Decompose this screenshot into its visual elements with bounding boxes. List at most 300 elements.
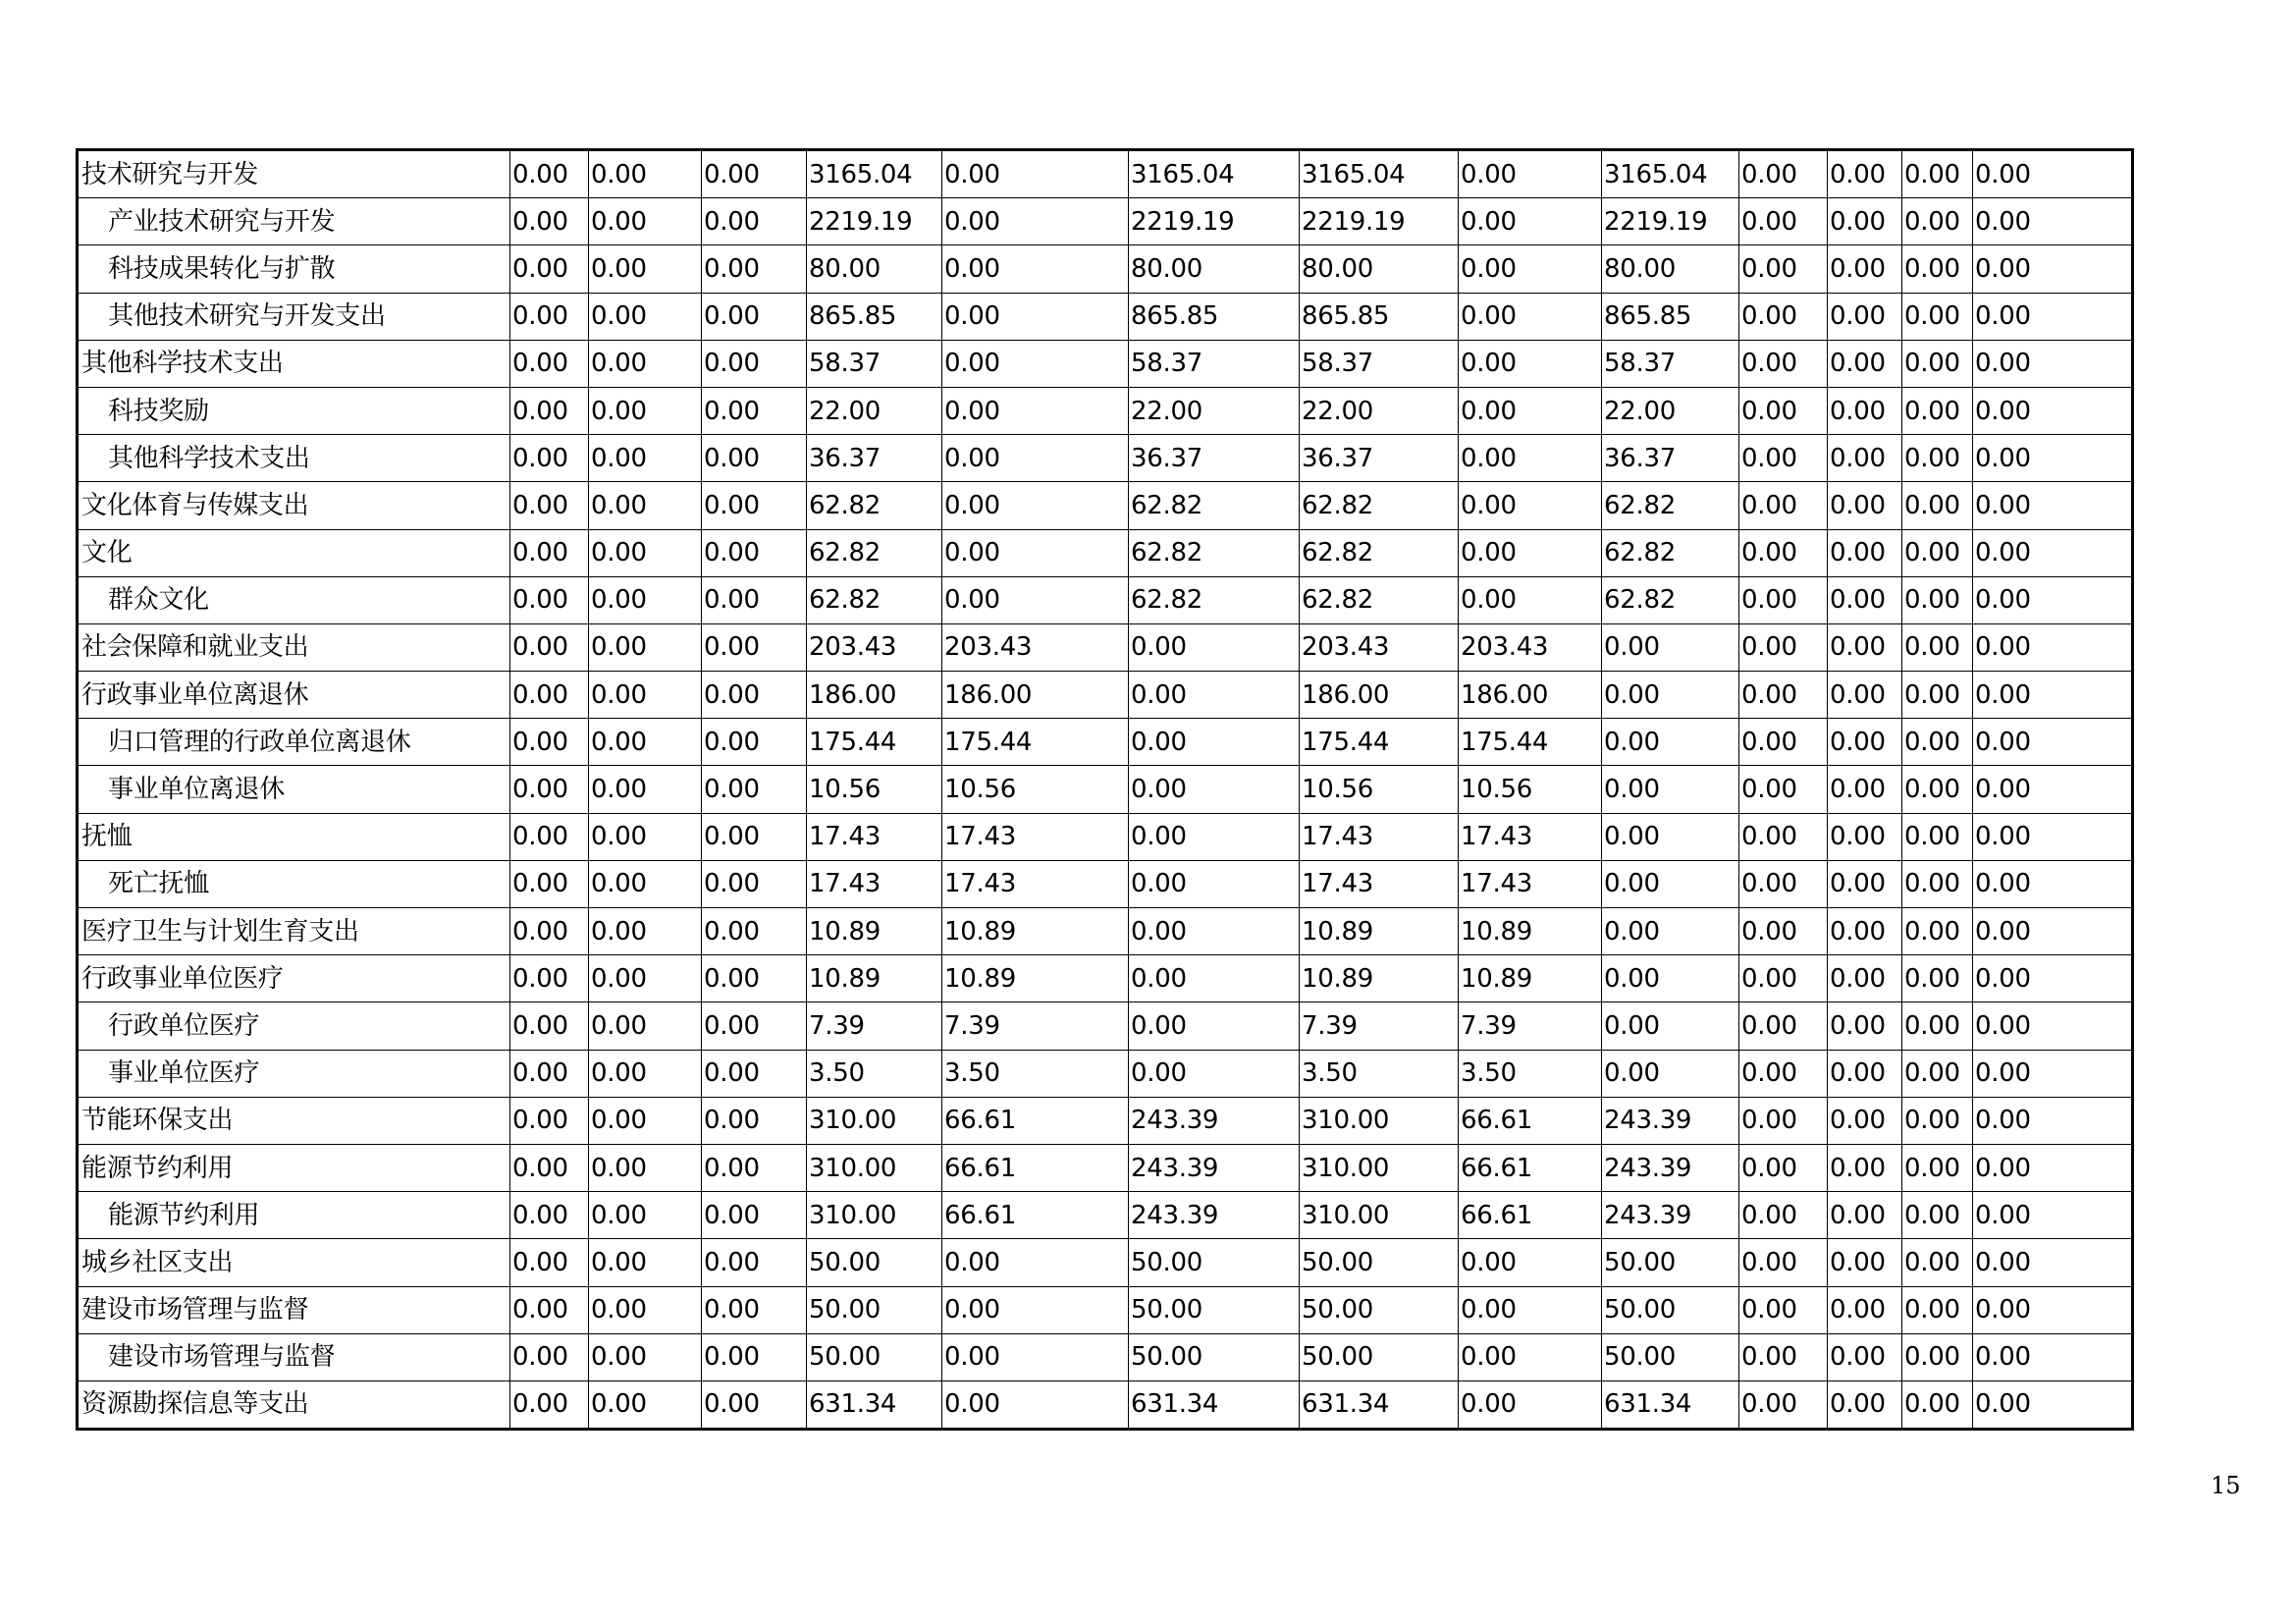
- value-cell: 243.39: [1129, 1097, 1300, 1144]
- value-cell: 0.00: [1739, 576, 1828, 623]
- value-cell: 22.00: [1300, 387, 1459, 434]
- value-cell: 0.00: [702, 435, 807, 482]
- value-cell: 865.85: [807, 293, 942, 340]
- value-cell: 50.00: [1300, 1333, 1459, 1380]
- value-cell: 0.00: [942, 482, 1129, 529]
- value-cell: 0.00: [942, 1286, 1129, 1333]
- value-cell: 0.00: [589, 672, 702, 719]
- row-item-name: 建设市场管理与监督: [78, 1286, 510, 1333]
- value-cell: 17.43: [1459, 860, 1602, 907]
- value-cell: 0.00: [1602, 766, 1739, 813]
- value-cell: 22.00: [1602, 387, 1739, 434]
- value-cell: 0.00: [1902, 245, 1973, 293]
- value-cell: 17.43: [942, 860, 1129, 907]
- value-cell: 0.00: [1828, 813, 1902, 860]
- value-cell: 0.00: [1828, 908, 1902, 955]
- row-item-name: 群众文化: [78, 576, 510, 623]
- value-cell: 0.00: [1828, 1002, 1902, 1050]
- value-cell: 0.00: [702, 1192, 807, 1239]
- table-row: [78, 813, 2133, 860]
- value-cell: 0.00: [1739, 1097, 1828, 1144]
- value-cell: 0.00: [942, 1333, 1129, 1380]
- row-item-name: 其他技术研究与开发支出: [78, 293, 510, 340]
- value-cell: 0.00: [1828, 576, 1902, 623]
- value-cell: 22.00: [1129, 387, 1300, 434]
- table-row: [78, 955, 2133, 1002]
- value-cell: 0.00: [1828, 719, 1902, 766]
- value-cell: 0.00: [510, 813, 589, 860]
- value-cell: 62.82: [1300, 576, 1459, 623]
- value-cell: 50.00: [1602, 1333, 1739, 1380]
- value-cell: 3.50: [1300, 1050, 1459, 1097]
- value-cell: 2219.19: [1129, 198, 1300, 245]
- value-cell: 631.34: [1129, 1380, 1300, 1429]
- table-row: [78, 1144, 2133, 1191]
- value-cell: 0.00: [702, 150, 807, 198]
- value-cell: 50.00: [1300, 1239, 1459, 1286]
- value-cell: 0.00: [1739, 1380, 1828, 1429]
- value-cell: 0.00: [1828, 198, 1902, 245]
- value-cell: 0.00: [1828, 340, 1902, 387]
- row-item-name: 社会保障和就业支出: [78, 623, 510, 671]
- value-cell: 0.00: [1902, 1286, 1973, 1333]
- value-cell: 0.00: [1973, 340, 2133, 387]
- value-cell: 0.00: [1602, 955, 1739, 1002]
- value-cell: 80.00: [807, 245, 942, 293]
- value-cell: 0.00: [1902, 1002, 1973, 1050]
- value-cell: 10.56: [942, 766, 1129, 813]
- value-cell: 80.00: [1300, 245, 1459, 293]
- value-cell: 17.43: [1459, 813, 1602, 860]
- table-row: [78, 1286, 2133, 1333]
- row-item-name: 产业技术研究与开发: [78, 198, 510, 245]
- value-cell: 0.00: [1129, 766, 1300, 813]
- value-cell: 243.39: [1129, 1192, 1300, 1239]
- value-cell: 62.82: [1300, 482, 1459, 529]
- value-cell: 50.00: [1129, 1286, 1300, 1333]
- value-cell: 0.00: [1739, 245, 1828, 293]
- value-cell: 0.00: [1902, 576, 1973, 623]
- value-cell: 243.39: [1602, 1192, 1739, 1239]
- table-row: [78, 1097, 2133, 1144]
- value-cell: 0.00: [1739, 435, 1828, 482]
- value-cell: 0.00: [1828, 623, 1902, 671]
- value-cell: 631.34: [1300, 1380, 1459, 1429]
- value-cell: 0.00: [702, 1239, 807, 1286]
- value-cell: 0.00: [1973, 1333, 2133, 1380]
- value-cell: 631.34: [1602, 1380, 1739, 1429]
- value-cell: 175.44: [1459, 719, 1602, 766]
- value-cell: 0.00: [1902, 529, 1973, 576]
- value-cell: 36.37: [1602, 435, 1739, 482]
- value-cell: 0.00: [1828, 293, 1902, 340]
- value-cell: 17.43: [807, 813, 942, 860]
- value-cell: 66.61: [942, 1097, 1129, 1144]
- value-cell: 0.00: [510, 576, 589, 623]
- value-cell: 0.00: [1902, 387, 1973, 434]
- row-item-name: 文化体育与传媒支出: [78, 482, 510, 529]
- value-cell: 0.00: [1129, 955, 1300, 1002]
- value-cell: 0.00: [589, 719, 702, 766]
- value-cell: 243.39: [1602, 1097, 1739, 1144]
- row-item-name: 能源节约利用: [78, 1192, 510, 1239]
- value-cell: 0.00: [589, 1097, 702, 1144]
- value-cell: 0.00: [702, 672, 807, 719]
- value-cell: 0.00: [589, 813, 702, 860]
- value-cell: 17.43: [1300, 860, 1459, 907]
- row-item-name: 科技奖励: [78, 387, 510, 434]
- value-cell: 62.82: [1602, 529, 1739, 576]
- value-cell: 0.00: [1902, 198, 1973, 245]
- row-item-name: 节能环保支出: [78, 1097, 510, 1144]
- value-cell: 0.00: [942, 340, 1129, 387]
- value-cell: 0.00: [702, 719, 807, 766]
- value-cell: 0.00: [510, 245, 589, 293]
- value-cell: 0.00: [589, 529, 702, 576]
- value-cell: 0.00: [1902, 955, 1973, 1002]
- value-cell: 310.00: [807, 1192, 942, 1239]
- value-cell: 310.00: [1300, 1097, 1459, 1144]
- value-cell: 3165.04: [1300, 150, 1459, 198]
- value-cell: 0.00: [1902, 1380, 1973, 1429]
- value-cell: 0.00: [1902, 1239, 1973, 1286]
- row-item-name: 文化: [78, 529, 510, 576]
- table-row: [78, 623, 2133, 671]
- value-cell: 62.82: [1129, 529, 1300, 576]
- value-cell: 0.00: [1973, 623, 2133, 671]
- value-cell: 0.00: [1459, 576, 1602, 623]
- value-cell: 0.00: [1828, 1286, 1902, 1333]
- value-cell: 0.00: [1459, 529, 1602, 576]
- value-cell: 10.89: [1300, 955, 1459, 1002]
- value-cell: 0.00: [1973, 955, 2133, 1002]
- value-cell: 50.00: [1129, 1333, 1300, 1380]
- value-cell: 0.00: [1459, 198, 1602, 245]
- table-row: [78, 860, 2133, 907]
- value-cell: 62.82: [1300, 529, 1459, 576]
- value-cell: 310.00: [807, 1144, 942, 1191]
- value-cell: 10.89: [1459, 955, 1602, 1002]
- value-cell: 0.00: [1902, 482, 1973, 529]
- value-cell: 0.00: [1902, 1144, 1973, 1191]
- table-row: [78, 293, 2133, 340]
- value-cell: 0.00: [1973, 672, 2133, 719]
- value-cell: 0.00: [1739, 766, 1828, 813]
- table-row: [78, 482, 2133, 529]
- value-cell: 0.00: [1602, 1050, 1739, 1097]
- value-cell: 0.00: [1902, 340, 1973, 387]
- value-cell: 0.00: [510, 1333, 589, 1380]
- value-cell: 0.00: [1459, 1239, 1602, 1286]
- value-cell: 22.00: [807, 387, 942, 434]
- table-row: [78, 766, 2133, 813]
- value-cell: 0.00: [589, 1333, 702, 1380]
- table-row: [78, 150, 2133, 198]
- value-cell: 0.00: [1973, 1002, 2133, 1050]
- value-cell: 0.00: [702, 766, 807, 813]
- value-cell: 0.00: [702, 908, 807, 955]
- row-item-name: 建设市场管理与监督: [78, 1333, 510, 1380]
- table-row: [78, 1002, 2133, 1050]
- value-cell: 36.37: [1129, 435, 1300, 482]
- value-cell: 17.43: [942, 813, 1129, 860]
- value-cell: 62.82: [1602, 576, 1739, 623]
- row-item-name: 医疗卫生与计划生育支出: [78, 908, 510, 955]
- value-cell: 0.00: [1459, 293, 1602, 340]
- value-cell: 186.00: [1459, 672, 1602, 719]
- value-cell: 186.00: [942, 672, 1129, 719]
- value-cell: 50.00: [807, 1286, 942, 1333]
- value-cell: 0.00: [1739, 529, 1828, 576]
- value-cell: 0.00: [1129, 719, 1300, 766]
- value-cell: 0.00: [589, 623, 702, 671]
- value-cell: 0.00: [1902, 1192, 1973, 1239]
- value-cell: 0.00: [1129, 672, 1300, 719]
- value-cell: 0.00: [1739, 387, 1828, 434]
- value-cell: 0.00: [589, 1050, 702, 1097]
- value-cell: 62.82: [807, 529, 942, 576]
- value-cell: 0.00: [942, 293, 1129, 340]
- value-cell: 0.00: [1902, 672, 1973, 719]
- value-cell: 0.00: [510, 150, 589, 198]
- value-cell: 0.00: [1459, 387, 1602, 434]
- value-cell: 203.43: [1459, 623, 1602, 671]
- value-cell: 0.00: [1973, 435, 2133, 482]
- value-cell: 203.43: [1300, 623, 1459, 671]
- value-cell: 0.00: [1739, 150, 1828, 198]
- value-cell: 0.00: [1602, 672, 1739, 719]
- value-cell: 310.00: [1300, 1192, 1459, 1239]
- value-cell: 0.00: [702, 198, 807, 245]
- value-cell: 0.00: [510, 482, 589, 529]
- value-cell: 0.00: [1739, 1050, 1828, 1097]
- value-cell: 7.39: [1300, 1002, 1459, 1050]
- row-item-name: 其他科学技术支出: [78, 435, 510, 482]
- value-cell: 62.82: [1129, 482, 1300, 529]
- value-cell: 310.00: [807, 1097, 942, 1144]
- value-cell: 10.56: [1300, 766, 1459, 813]
- table-row: [78, 672, 2133, 719]
- value-cell: 0.00: [702, 1050, 807, 1097]
- value-cell: 0.00: [702, 1144, 807, 1191]
- value-cell: 0.00: [1828, 1333, 1902, 1380]
- value-cell: 0.00: [510, 1002, 589, 1050]
- value-cell: 0.00: [942, 529, 1129, 576]
- value-cell: 3165.04: [807, 150, 942, 198]
- value-cell: 203.43: [807, 623, 942, 671]
- value-cell: 0.00: [1973, 1380, 2133, 1429]
- value-cell: 3.50: [807, 1050, 942, 1097]
- value-cell: 62.82: [1129, 576, 1300, 623]
- value-cell: 0.00: [702, 293, 807, 340]
- value-cell: 0.00: [1459, 1333, 1602, 1380]
- value-cell: 10.89: [942, 908, 1129, 955]
- value-cell: 0.00: [1739, 672, 1828, 719]
- value-cell: 0.00: [1902, 1333, 1973, 1380]
- table-row: [78, 1050, 2133, 1097]
- value-cell: 50.00: [1602, 1239, 1739, 1286]
- value-cell: 0.00: [1828, 482, 1902, 529]
- value-cell: 10.89: [942, 955, 1129, 1002]
- value-cell: 0.00: [510, 908, 589, 955]
- value-cell: 0.00: [1973, 198, 2133, 245]
- value-cell: 0.00: [1602, 1002, 1739, 1050]
- row-item-name: 行政事业单位离退休: [78, 672, 510, 719]
- value-cell: 0.00: [510, 198, 589, 245]
- value-cell: 58.37: [1129, 340, 1300, 387]
- value-cell: 865.85: [1129, 293, 1300, 340]
- value-cell: 0.00: [1129, 623, 1300, 671]
- table-row: [78, 1239, 2133, 1286]
- value-cell: 0.00: [589, 860, 702, 907]
- value-cell: 0.00: [1739, 1239, 1828, 1286]
- value-cell: 17.43: [807, 860, 942, 907]
- table-row: [78, 908, 2133, 955]
- value-cell: 0.00: [1739, 955, 1828, 1002]
- value-cell: 175.44: [1300, 719, 1459, 766]
- value-cell: 0.00: [1828, 955, 1902, 1002]
- value-cell: 10.89: [1300, 908, 1459, 955]
- value-cell: 0.00: [1129, 1002, 1300, 1050]
- value-cell: 0.00: [1902, 150, 1973, 198]
- value-cell: 0.00: [510, 1286, 589, 1333]
- page-number: 15: [2211, 1472, 2241, 1499]
- value-cell: 0.00: [702, 623, 807, 671]
- value-cell: 243.39: [1602, 1144, 1739, 1191]
- value-cell: 0.00: [1973, 482, 2133, 529]
- value-cell: 865.85: [1300, 293, 1459, 340]
- value-cell: 0.00: [942, 1239, 1129, 1286]
- value-cell: 0.00: [510, 719, 589, 766]
- value-cell: 0.00: [942, 576, 1129, 623]
- value-cell: 0.00: [942, 435, 1129, 482]
- value-cell: 17.43: [1300, 813, 1459, 860]
- value-cell: 0.00: [510, 1144, 589, 1191]
- value-cell: 0.00: [1602, 908, 1739, 955]
- value-cell: 50.00: [807, 1333, 942, 1380]
- value-cell: 0.00: [1739, 1286, 1828, 1333]
- value-cell: 0.00: [1828, 1097, 1902, 1144]
- row-item-name: 抚恤: [78, 813, 510, 860]
- value-cell: 0.00: [1828, 435, 1902, 482]
- value-cell: 0.00: [1459, 435, 1602, 482]
- value-cell: 0.00: [589, 1286, 702, 1333]
- table-row: [78, 245, 2133, 293]
- budget-table: [76, 148, 2134, 1431]
- value-cell: 0.00: [1828, 672, 1902, 719]
- value-cell: 10.89: [807, 908, 942, 955]
- value-cell: 66.61: [1459, 1144, 1602, 1191]
- value-cell: 0.00: [702, 1097, 807, 1144]
- value-cell: 0.00: [702, 860, 807, 907]
- value-cell: 0.00: [1828, 387, 1902, 434]
- value-cell: 0.00: [1973, 908, 2133, 955]
- value-cell: 3165.04: [1602, 150, 1739, 198]
- row-item-name: 科技成果转化与扩散: [78, 245, 510, 293]
- value-cell: 631.34: [807, 1380, 942, 1429]
- value-cell: 2219.19: [807, 198, 942, 245]
- value-cell: 0.00: [702, 813, 807, 860]
- value-cell: 0.00: [1973, 245, 2133, 293]
- table-row: [78, 1333, 2133, 1380]
- value-cell: 50.00: [1602, 1286, 1739, 1333]
- table-row: [78, 576, 2133, 623]
- table-row: [78, 435, 2133, 482]
- value-cell: 0.00: [1973, 719, 2133, 766]
- value-cell: 0.00: [702, 245, 807, 293]
- value-cell: 0.00: [589, 1192, 702, 1239]
- value-cell: 0.00: [1459, 1286, 1602, 1333]
- value-cell: 0.00: [1739, 908, 1828, 955]
- value-cell: 0.00: [702, 482, 807, 529]
- row-item-name: 事业单位离退休: [78, 766, 510, 813]
- value-cell: 62.82: [1602, 482, 1739, 529]
- value-cell: 0.00: [1739, 198, 1828, 245]
- value-cell: 0.00: [1739, 1192, 1828, 1239]
- value-cell: 0.00: [1973, 1239, 2133, 1286]
- value-cell: 0.00: [1828, 150, 1902, 198]
- value-cell: 0.00: [510, 1239, 589, 1286]
- value-cell: 0.00: [1739, 1144, 1828, 1191]
- value-cell: 0.00: [702, 576, 807, 623]
- value-cell: 7.39: [807, 1002, 942, 1050]
- table-row: [78, 719, 2133, 766]
- value-cell: 0.00: [1828, 860, 1902, 907]
- value-cell: 0.00: [1459, 482, 1602, 529]
- value-cell: 0.00: [1739, 482, 1828, 529]
- value-cell: 186.00: [1300, 672, 1459, 719]
- value-cell: 66.61: [1459, 1097, 1602, 1144]
- value-cell: 0.00: [589, 908, 702, 955]
- value-cell: 243.39: [1129, 1144, 1300, 1191]
- value-cell: 186.00: [807, 672, 942, 719]
- value-cell: 0.00: [589, 955, 702, 1002]
- value-cell: 0.00: [1129, 908, 1300, 955]
- row-item-name: 其他科学技术支出: [78, 340, 510, 387]
- value-cell: 3.50: [1459, 1050, 1602, 1097]
- value-cell: 0.00: [702, 955, 807, 1002]
- value-cell: 0.00: [1739, 860, 1828, 907]
- value-cell: 0.00: [1828, 1192, 1902, 1239]
- value-cell: 0.00: [702, 1286, 807, 1333]
- value-cell: 0.00: [1973, 1286, 2133, 1333]
- value-cell: 0.00: [589, 198, 702, 245]
- value-cell: 0.00: [589, 293, 702, 340]
- value-cell: 36.37: [1300, 435, 1459, 482]
- value-cell: 7.39: [942, 1002, 1129, 1050]
- value-cell: 865.85: [1602, 293, 1739, 340]
- value-cell: 0.00: [1973, 529, 2133, 576]
- value-cell: 0.00: [942, 245, 1129, 293]
- value-cell: 0.00: [589, 245, 702, 293]
- row-item-name: 行政事业单位医疗: [78, 955, 510, 1002]
- value-cell: 0.00: [510, 1380, 589, 1429]
- value-cell: 66.61: [942, 1144, 1129, 1191]
- value-cell: 0.00: [1739, 340, 1828, 387]
- value-cell: 0.00: [702, 1002, 807, 1050]
- value-cell: 0.00: [942, 198, 1129, 245]
- value-cell: 0.00: [589, 340, 702, 387]
- value-cell: 10.89: [807, 955, 942, 1002]
- value-cell: 0.00: [1459, 1380, 1602, 1429]
- value-cell: 0.00: [1973, 387, 2133, 434]
- value-cell: 3165.04: [1129, 150, 1300, 198]
- table-row: [78, 198, 2133, 245]
- value-cell: 0.00: [1828, 1144, 1902, 1191]
- value-cell: 2219.19: [1602, 198, 1739, 245]
- value-cell: 80.00: [1602, 245, 1739, 293]
- value-cell: 0.00: [1602, 719, 1739, 766]
